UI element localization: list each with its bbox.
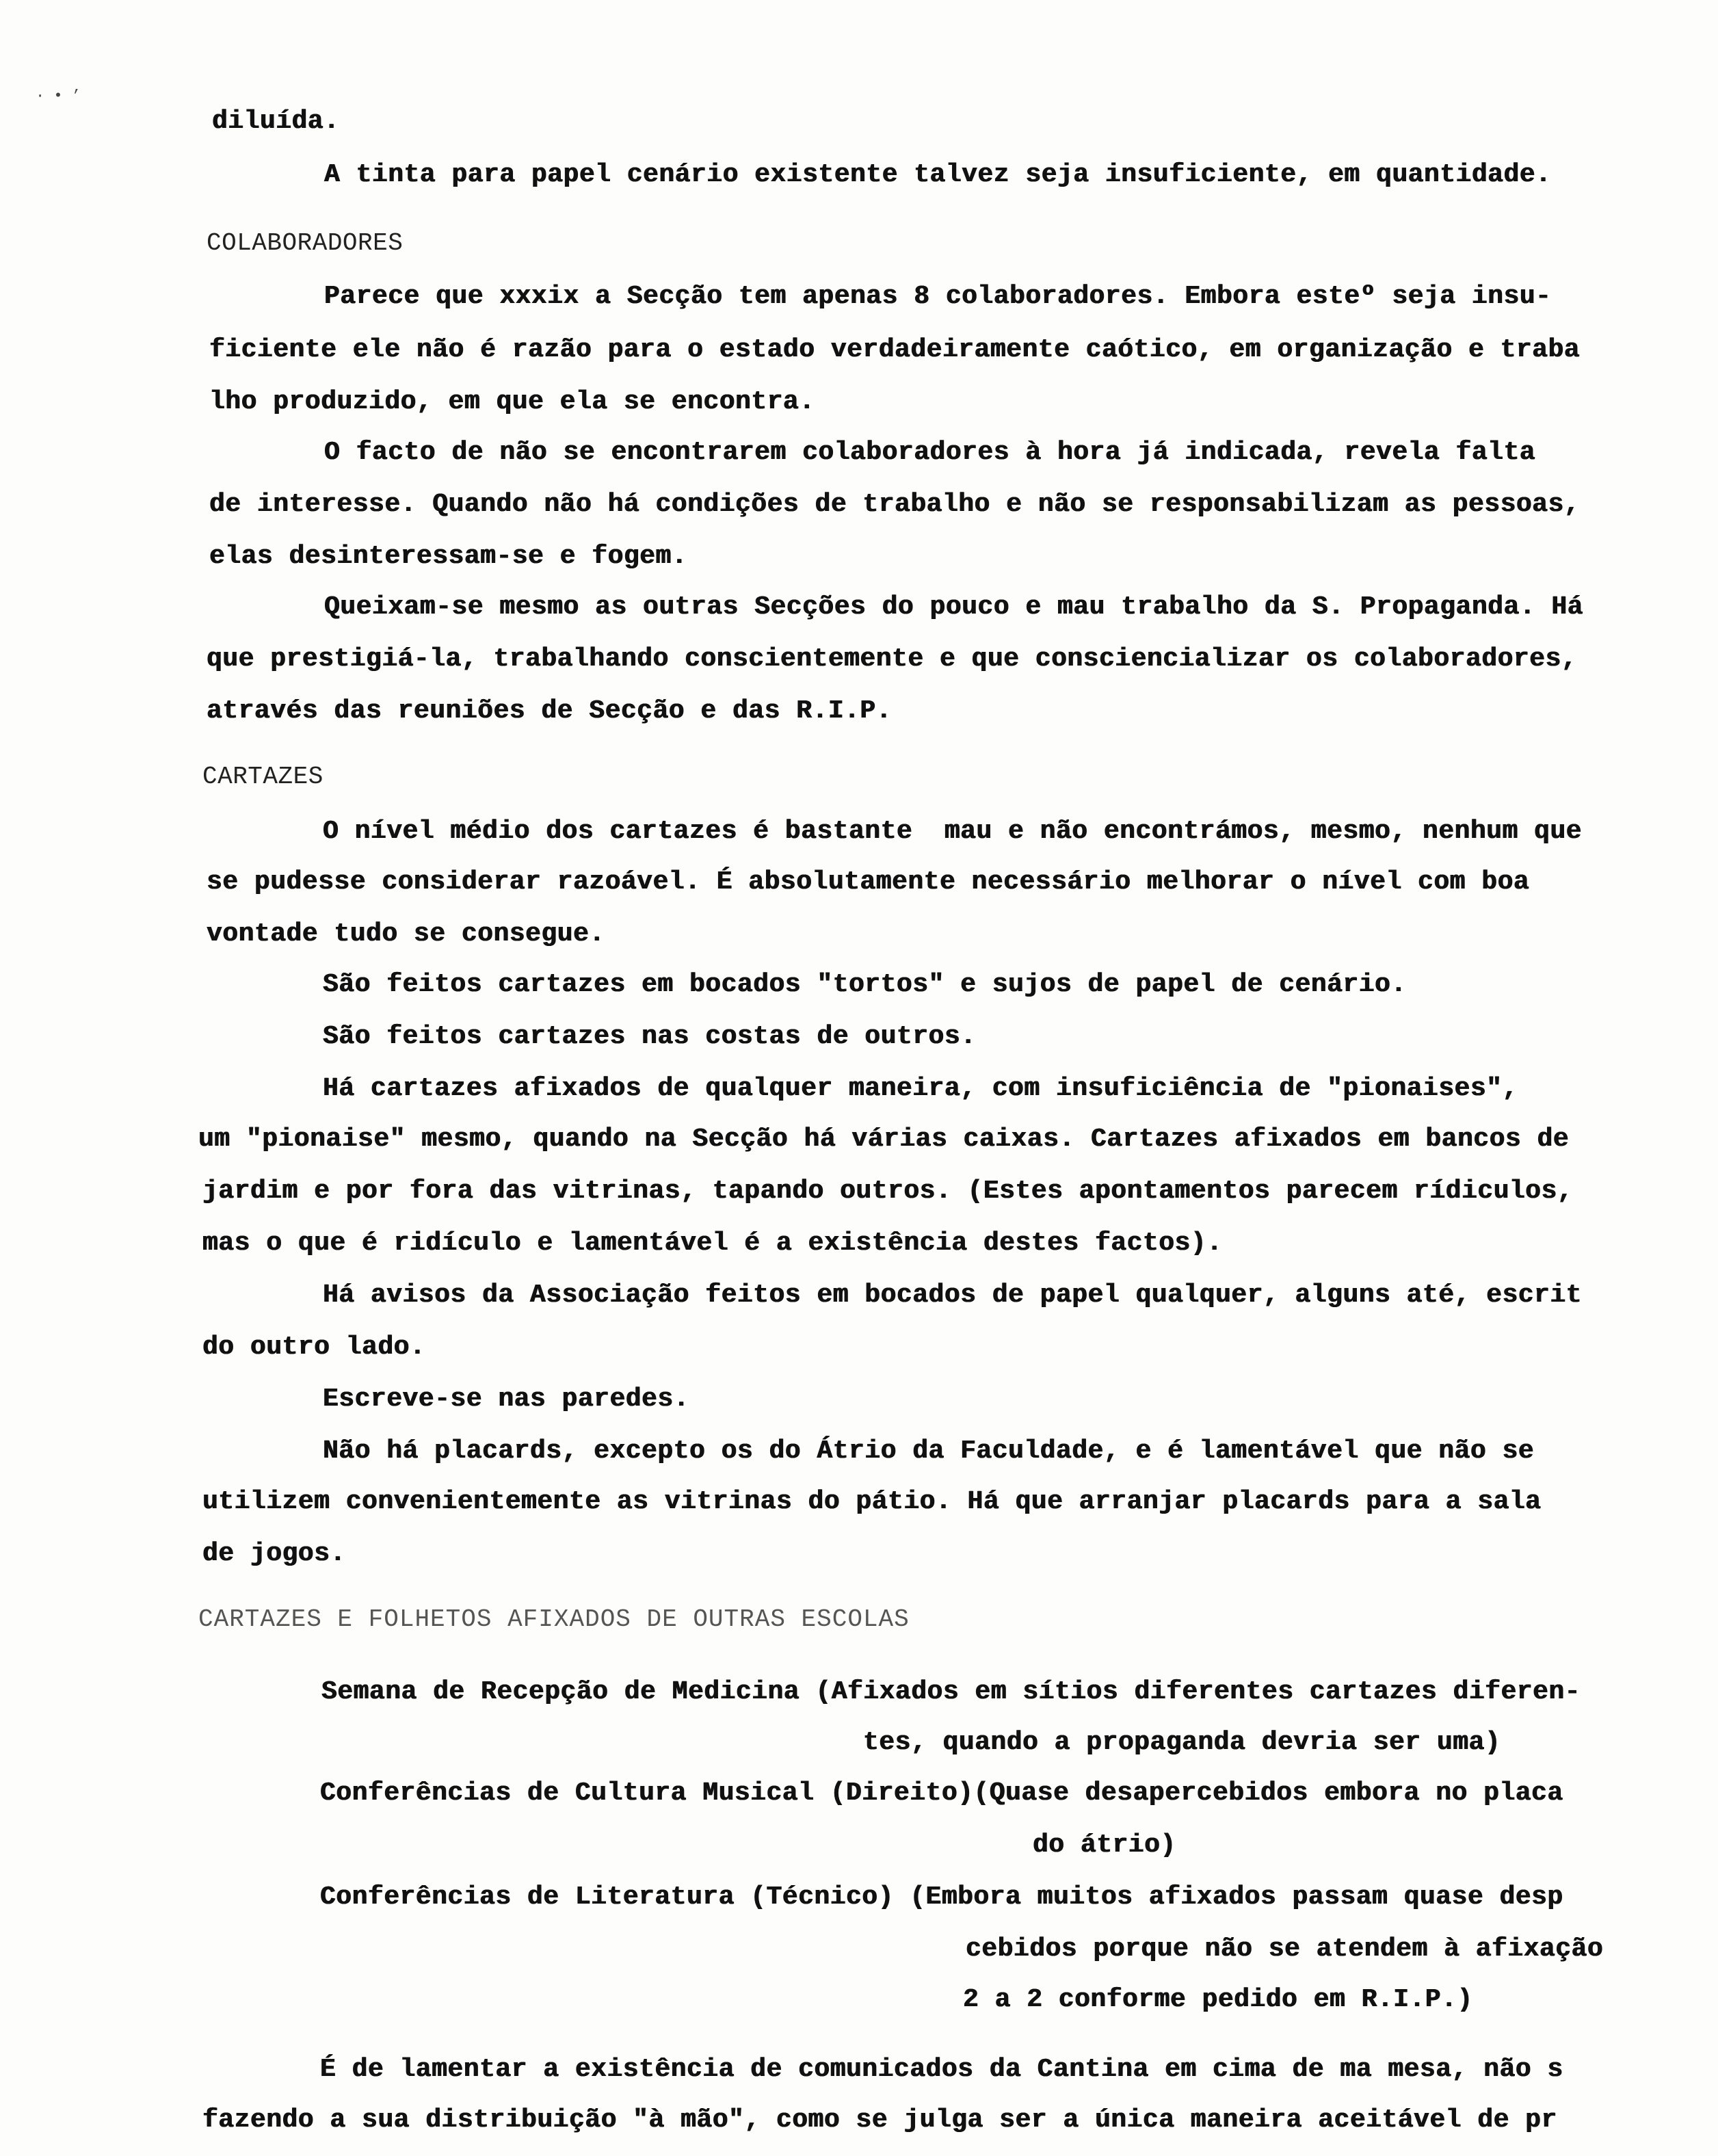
- section-heading-colaboradores: COLABORADORES: [207, 229, 404, 257]
- text-line: mas o que é ridículo e lamentável é a existência destes factos).: [202, 1228, 1223, 1258]
- text-line: de interesse. Quando não há condições de trabalho e não se responsabilizam as pessoas,: [209, 490, 1581, 519]
- text-line: Há cartazes afixados de qualquer maneira, com insuficiência de "pionaises",: [323, 1074, 1518, 1103]
- text-line: utilizem convenientemente as vitrinas do pátio. Há que arranjar placards para a sala: [202, 1487, 1542, 1516]
- text-line: se pudesse considerar razoável. É absolutamente necessário melhorar o nível com boa: [207, 867, 1530, 897]
- text-line: do outro lado.: [202, 1332, 426, 1362]
- list-item-continuation: 2 a 2 conforme pedido em R.I.P.): [963, 1985, 1473, 2014]
- text-line: São feitos cartazes nas costas de outros.: [323, 1022, 977, 1051]
- text-line: Queixam-se mesmo as outras Secções do pouco e mau trabalho da S. Propaganda. Há: [324, 592, 1583, 622]
- text-line: que prestigiá-la, trabalhando conscientemente e que consciencializar os colaboradores,: [207, 644, 1578, 674]
- text-line: através das reuniões de Secção e das R.I.P.: [207, 696, 893, 726]
- list-item: Conferências de Cultura Musical (Direito)(Quase desapercebidos embora no placa: [320, 1778, 1563, 1808]
- text-line: É de lamentar a existência de comunicados da Cantina em cima de ma mesa, não s: [320, 2055, 1563, 2084]
- text-line: O facto de não se encontrarem colaboradores à hora já indicada, revela falta: [324, 438, 1536, 467]
- text-line: jardim e por fora das vitrinas, tapando outros. (Estes apontamentos parecem rídiculos,: [202, 1176, 1574, 1206]
- list-item-continuation: do átrio): [1033, 1830, 1176, 1860]
- text-line: A tinta para papel cenário existente talvez seja insuficiente, em quantidade.: [324, 160, 1552, 189]
- text-line: lho produzido, em que ela se encontra.: [209, 387, 815, 417]
- text-line: ficiente ele não é razão para o estado verdadeiramente caótico, em organização e traba: [209, 335, 1581, 365]
- text-line: elas desinteressam-se e fogem.: [209, 542, 688, 571]
- text-line: vontade tudo se consegue.: [207, 919, 605, 949]
- text-line: Há avisos da Associação feitos em bocados de papel qualquer, alguns até, escrit: [323, 1280, 1582, 1310]
- list-item-continuation: tes, quando a propaganda devria ser uma): [863, 1728, 1501, 1757]
- text-line: O nível médio dos cartazes é bastante mau e não encontrámos, mesmo, nenhum que: [323, 817, 1582, 846]
- list-item-continuation: cebidos porque não se atendem à afixação: [966, 1934, 1604, 1964]
- text-line: Parece que xxxix a Secção tem apenas 8 colaboradores. Embora esteº seja insu-: [324, 282, 1552, 311]
- text-line: Não há placards, excepto os do Átrio da Faculdade, e é lamentável que não se: [323, 1436, 1535, 1466]
- list-item: Conferências de Literatura (Técnico) (Embora muitos afixados passam quase desp: [320, 1882, 1563, 1912]
- text-line: um "pionaise" mesmo, quando na Secção há várias caixas. Cartazes afixados em bancos de: [198, 1125, 1570, 1154]
- section-heading-outras-escolas: CARTAZES E FOLHETOS AFIXADOS DE OUTRAS ESCOLAS: [198, 1605, 910, 1633]
- page-mark: · • ’: [36, 88, 81, 105]
- section-heading-cartazes: CARTAZES: [202, 763, 323, 791]
- list-item: Semana de Recepção de Medicina (Afixados em sítios diferentes cartazes diferen-: [321, 1677, 1581, 1707]
- text-line: de jogos.: [202, 1539, 346, 1568]
- text-line: Escreve-se nas paredes.: [323, 1384, 689, 1414]
- text-line: diluída.: [212, 107, 340, 136]
- text-line: fazendo a sua distribuição "à mão", como se julga ser a única maneira aceitável de pr: [202, 2105, 1557, 2135]
- text-line: São feitos cartazes em bocados "tortos" e sujos de papel de cenário.: [323, 970, 1407, 999]
